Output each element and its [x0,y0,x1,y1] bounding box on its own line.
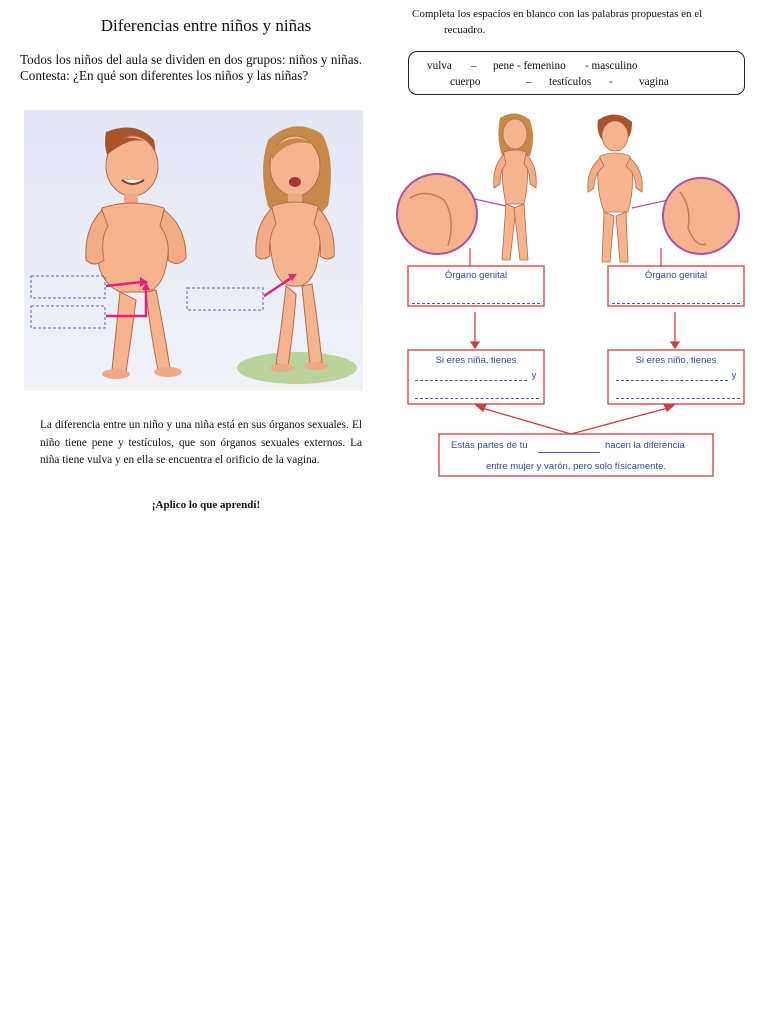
instruction-line-1: Completa los espacios en blanco con las palabras propuestas en el [412,8,703,20]
word-dash-3: - [609,76,613,88]
boy-girl-illustration [24,110,363,391]
intro-paragraph: Todos los niños del aula se dividen en dos grupos: niños y niñas. Contesta: ¿En qué son diferentes los niños y las niñas? [20,52,362,83]
label-si-eres-nino: Si eres niño, tienes [635,355,717,366]
explanation-paragraph: La diferencia entre un niño y una niña está en sus órganos sexuales. El niño tiene pene y testículos, que son órganos sexuales externos. La niña tiene vulva y en ella se encuentra el orificio de la vagina. [40,419,362,466]
blank-bottom[interactable] [538,452,600,453]
page-title: Diferencias entre niños y niñas [100,16,312,35]
word-testiculos: testículos [549,76,592,88]
magnifier-boy [632,178,739,254]
genital-diagram-illustration [396,108,746,268]
small-boy-figure [588,114,643,262]
label-organo-genital-nina: Órgano genital [444,270,508,281]
word-dash-2: – [526,76,532,88]
blank-nino-1[interactable] [616,380,728,381]
word-pene-femenino: pene - femenino [493,60,566,72]
label-si-eres-nina: Si eres niña, tienes [435,355,517,366]
instruction-line-2: recuadro. [444,24,486,36]
blank-organo-nina[interactable] [412,303,540,304]
word-masculino: - masculino [585,60,638,72]
word-cuerpo: cuerpo [450,76,481,88]
small-girl-figure [494,113,537,260]
aplico-heading: ¡Aplico lo que aprendí! [151,499,261,511]
word-vulva: vulva [427,60,452,72]
magnifier-girl [397,174,506,254]
blank-nina-1[interactable] [415,380,527,381]
word-bank-box [408,51,745,95]
label-y-nino: y [731,370,737,381]
label-bottom-part-2: hacen la diferencia [605,440,685,451]
blank-nina-2[interactable] [415,398,539,399]
word-vagina: vagina [639,76,669,88]
word-dash-1: – [471,60,477,72]
blank-organo-nino[interactable] [612,303,740,304]
label-bottom-line-2: entre mujer y varón, pero solo físicamente. [485,461,667,472]
instruction-text [412,6,752,38]
flow-diagram [396,258,756,488]
label-bottom-part-1: Estas partes de tu [451,440,528,451]
label-organo-genital-nino: Órgano genital [644,270,708,281]
label-y-nina: y [531,370,537,381]
blank-nino-2[interactable] [616,398,740,399]
